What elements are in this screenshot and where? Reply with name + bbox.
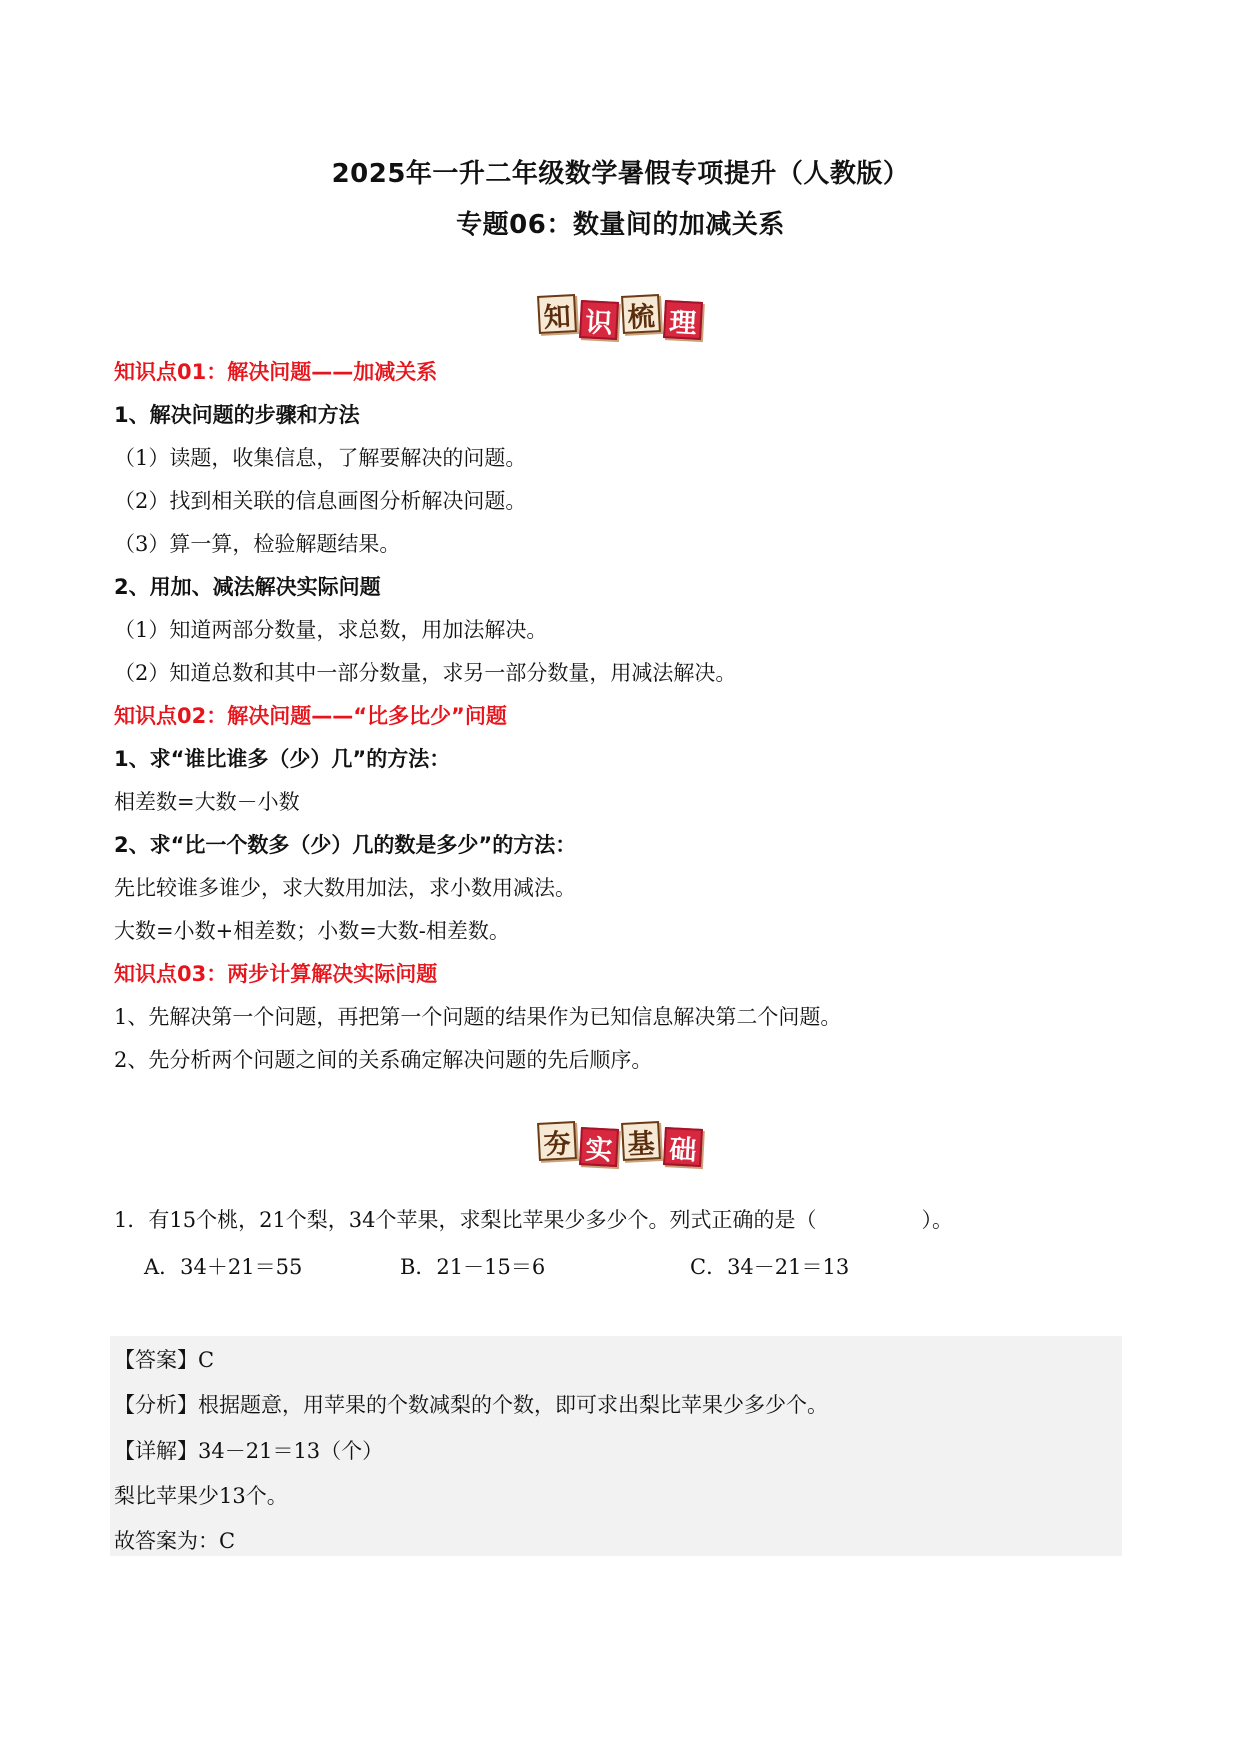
kp2-subheading-1: 1、求“谁比谁多（少）几”的方法：	[114, 747, 451, 771]
kp2-subheading-2: 2、求“比一个数多（少）几的数是多少”的方法：	[114, 833, 577, 857]
document-subtitle: 专题06：数量间的加减关系	[456, 210, 785, 240]
badge-tile: 础	[663, 1127, 703, 1167]
section-badge-knowledge	[538, 293, 702, 345]
badge-tile: 知	[537, 294, 577, 334]
kp1-subheading-1: 1、解决问题的步骤和方法	[114, 403, 360, 427]
badge-tile: 基	[621, 1121, 661, 1161]
detail-line-2: 梨比苹果少13个。	[114, 1484, 288, 1508]
kp1-subheading-2: 2、用加、减法解决实际问题	[114, 575, 381, 599]
question-1-stem: 1．有15个桃，21个梨，34个苹果，求梨比苹果少多少个。列式正确的是（ ）。	[114, 1208, 954, 1232]
document-title: 2025年一升二年级数学暑假专项提升（人教版）	[331, 159, 910, 189]
kp3-item: 1、先解决第一个问题，再把第一个问题的结果作为已知信息解决第二个问题。	[114, 1005, 842, 1029]
option-b: B．21－15＝6	[400, 1255, 546, 1279]
kp1-item: （2）知道总数和其中一部分数量，求另一部分数量，用减法解决。	[114, 661, 737, 685]
badge-tile: 夯	[537, 1121, 577, 1161]
kp2-text: 相差数=大数－小数	[114, 790, 300, 814]
knowledge-point-3-heading: 知识点03：两步计算解决实际问题	[114, 962, 438, 986]
knowledge-point-2-heading: 知识点02：解决问题——“比多比少”问题	[114, 704, 507, 728]
option-c: C．34－21＝13	[690, 1255, 850, 1279]
answer-line: 【答案】C	[114, 1348, 215, 1372]
kp1-item: （2）找到相关联的信息画图分析解决问题。	[114, 489, 527, 513]
knowledge-point-1-heading: 知识点01：解决问题——加减关系	[114, 360, 438, 384]
detail-line: 【详解】34－21＝13（个）	[114, 1439, 384, 1463]
kp1-item: （1）知道两部分数量，求总数，用加法解决。	[114, 618, 548, 642]
kp1-item: （3）算一算，检验解题结果。	[114, 532, 401, 556]
badge-tile: 梳	[621, 294, 661, 334]
kp1-item: （1）读题，收集信息，了解要解决的问题。	[114, 446, 527, 470]
option-a: A．34＋21＝55	[144, 1255, 303, 1279]
analysis-line: 【分析】根据题意，用苹果的个数减梨的个数，即可求出梨比苹果少多少个。	[114, 1393, 828, 1417]
badge-tile: 实	[579, 1127, 619, 1167]
section-badge-basics	[538, 1120, 702, 1172]
conclusion-line: 故答案为：C	[114, 1529, 236, 1553]
kp2-text: 先比较谁多谁少，求大数用加法，求小数用减法。	[114, 876, 576, 900]
kp2-text: 大数=小数+相差数；小数=大数-相差数。	[114, 919, 510, 943]
kp3-item: 2、先分析两个问题之间的关系确定解决问题的先后顺序。	[114, 1048, 653, 1072]
badge-tile: 理	[663, 300, 703, 340]
badge-tile: 识	[579, 300, 619, 340]
